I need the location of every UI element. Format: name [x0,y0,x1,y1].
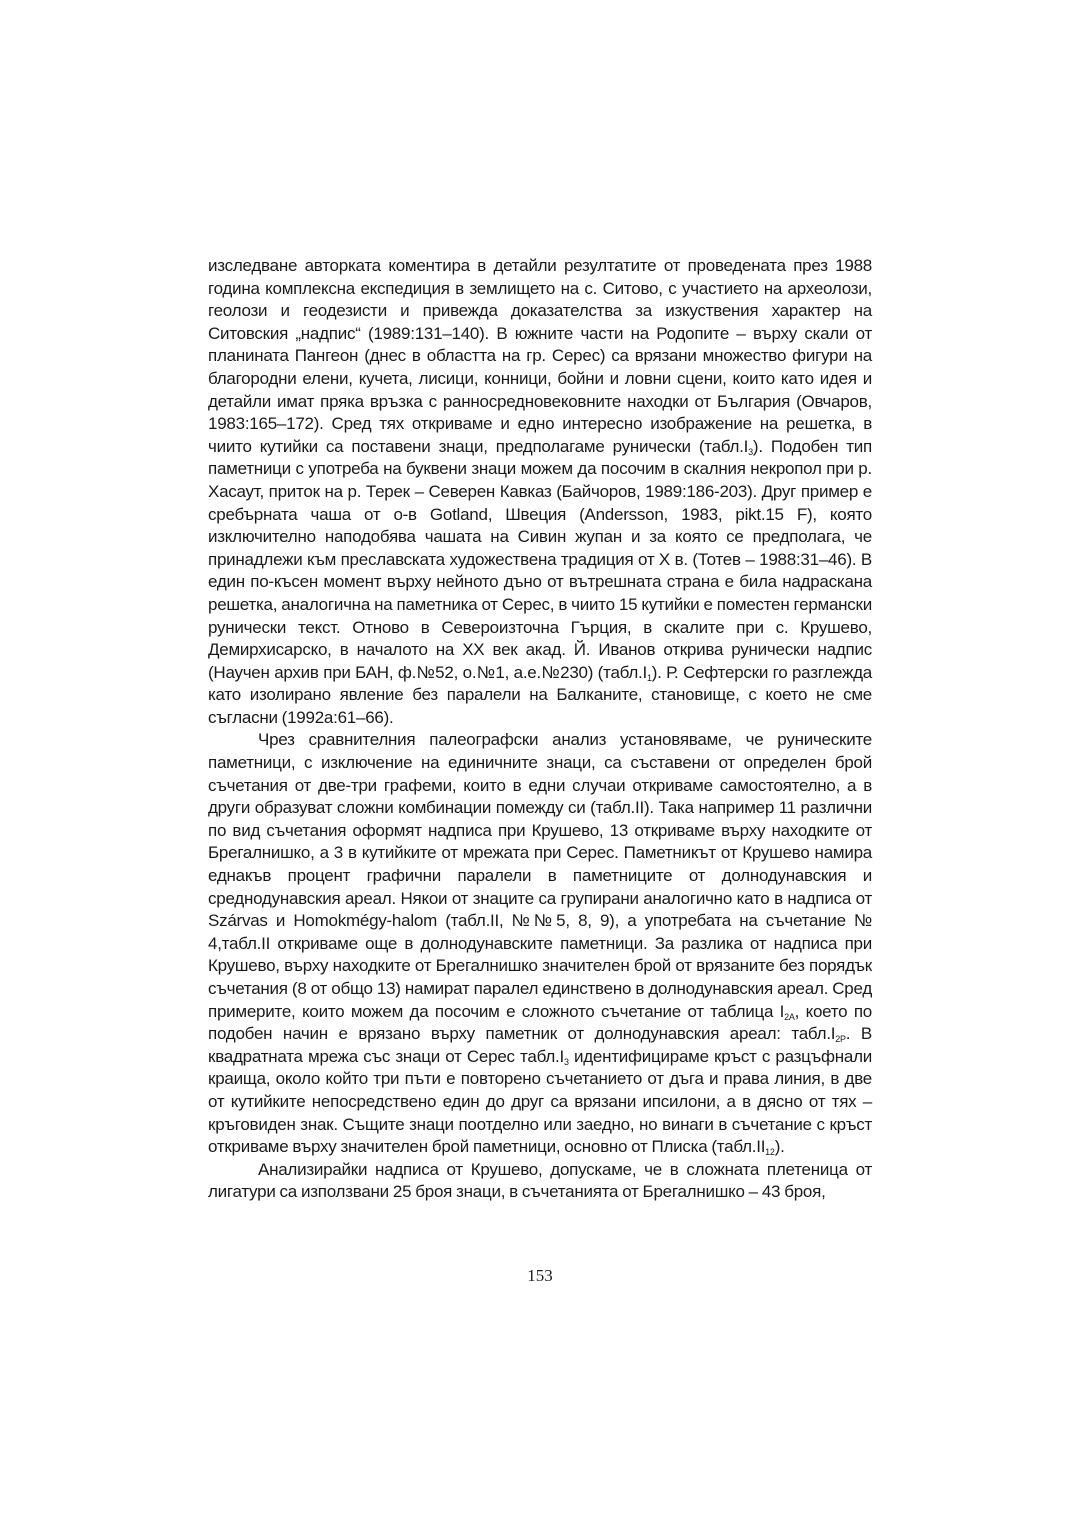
paragraph-2-text-4: идентифицираме кръст с разцъфнали краища, около който три пъти е повторено съчетанието от дъга и права линия, в две от кутийките непосредствено един до друг са врязани ипсилони, а в дясно от тях – кръговиден знак. Същите знаци поотделно или заедно, но винаги в съчетание с кръст откриваме върху значителен брой паметници, основно от Плиска (табл.II [208,1046,872,1157]
subscript-table-ref: 2Р [835,1034,846,1045]
paragraph-3-text-1: Анализирайки надписа от Крушево, допускаме, че в сложната плетеница от лигатури са използвани 25 броя знаци, в съчетанията от Брегалнишко – 43 броя, [208,1159,872,1202]
paragraph-1-text-3: ). Р. Сефтерски го разглежда като изолирано явление без паралели на Балканите, становище, с което не сме съгласни (1992а:61–66). [208,662,872,727]
paragraph-2-text-5: ). [774,1137,785,1157]
paragraph-3 [208,1159,872,1204]
subscript-table-ref: 3 [748,446,753,457]
paragraph-1-text-2: ). Подобен тип паметници с употреба на буквени знаци можем да посочим в скалния некропол при р. Хасаут, приток на р. Терек – Северен Кавказ (Байчоров, 1989:186-203). Друг пример е сребърната чаша от о-в Gotland, Швеция (Andersson, 1983, pikt.15 F), която изключително наподобява чашата на Сивин жупан и за която се предполага, че принадлежи към преславската художествена традиция от X в. (Тотев – 1988:31–46). В един по-късен момент върху нейното дъно от вътрешната страна е била надраскана решетка, аналогична на паметника от Серес, в чиито 15 кутийки е поместен германски рунически текст. Отново в Североизточна Гърция, в скалите при с. Крушево, Демирхисарско, в началото на XX век акад. Й. Иванов открива рунически надпис (Научен архив при БАН, ф.№52, о.№1, а.е.№230) (табл.I [208,436,872,682]
subscript-table-ref: 1 [646,672,652,683]
subscript-table-ref: 12 [765,1147,775,1158]
subscript-table-ref: 2А [784,1011,795,1022]
paragraph-1-text-1: изследване авторката коментира в детайли резултатите от проведената през 1988 година комплексна експедиция в землището на с. Ситово, с участието на археолози, геолози и геодезисти и привежда доказателства за изкуствения характер на Ситовския „надпис“ (1989:131–140). В южните части на Родопите – върху скали от планината Пангеон (днес в областта на гр. Серес) са врязани множество фигури на благородни елени, кучета, лисици, конници, бойни и ловни сцени, които като идея и детайли имат пряка връзка с ранносредновековните находки от България (Овчаров, 1983:165–172). Сред тях откриваме и едно интересно изображение на решетка, в чиито кутийки са поставени знаци, предполагаме рунически (табл.I [208,256,872,456]
paragraph-2-text-1: Чрез сравнителния палеографски анализ установяваме, че руническите паметници, с изключение на единичните знаци, са съставени от определен брой съчетания от две-три графеми, които в едни случаи откриваме самостоятелно, а в други образуват сложни комбинации помежду си (табл.II). Така например 11 различни по вид съчетания оформят надписа при Крушево, 13 откриваме върху находките от Брегалнишко, а 3 в кутийките от мрежата при Серес. Паметникът от Крушево намира еднакъв процент графични паралели в паметниците от долнодунавския и среднодунавския ареал. Някои от знаците са групирани аналогично като в надписа от Szárvas и Homokmégy-halom (табл.II, №№5, 8, 9), а употребата на съчетание № 4,табл.II откриваме още в долнодунавските паметници. За разлика от надписа при Крушево, върху находките от Брегалнишко значителен брой от врязаните без порядък съчетания (8 от общо 13) намират паралел единствено в долнодунавския ареал. Сред примерите, които можем да посочим е сложното съчетание от таблица I [208,730,872,1021]
text-body [208,255,872,1204]
paragraph-2 [208,729,872,1158]
paragraph-2-text-3: . В квадратната мрежа със знаци от Серес табл.I [208,1024,872,1066]
subscript-table-ref: 3 [563,1056,569,1067]
paragraph-2-text-2: , което по подобен начин е врязано върху паметник от долнодунавския ареал: табл.I [208,1001,872,1044]
paragraph-1 [208,255,872,729]
page-number: 153 [527,1266,553,1285]
